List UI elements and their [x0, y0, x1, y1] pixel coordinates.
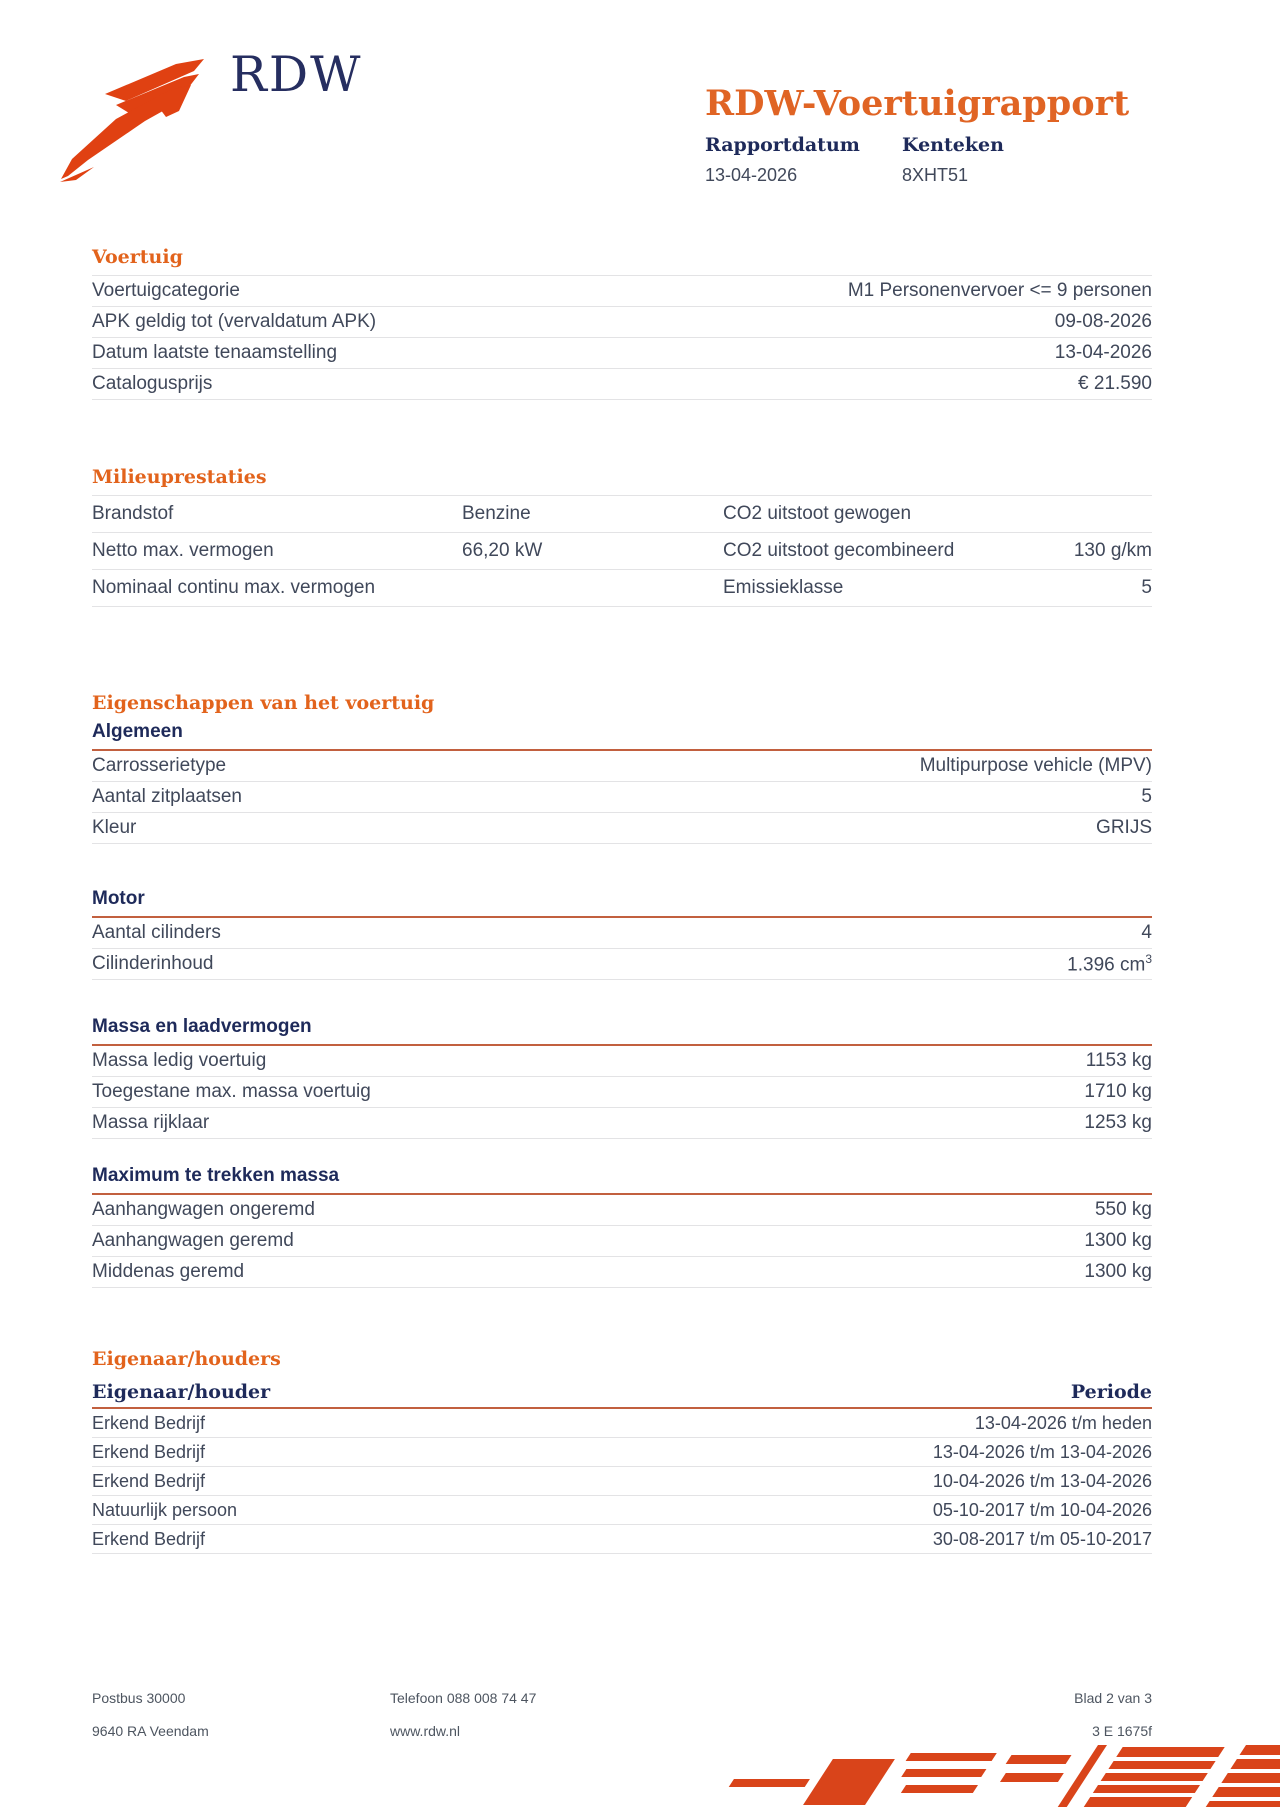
table-row [92, 751, 1152, 782]
table-row [92, 1226, 1152, 1257]
table-row [92, 1077, 1152, 1108]
row-value: 1300 kg [1084, 1230, 1152, 1251]
owner-period: 10-04-2026 t/m 13-04-2026 [932, 1470, 1152, 1491]
section-eigenschappen [92, 692, 1152, 1288]
table-row [92, 307, 1152, 338]
table-row [92, 1496, 1152, 1525]
row-value: 550 kg [1094, 1199, 1152, 1220]
owner-name: Natuurlijk persoon [92, 1499, 238, 1520]
section-eigenaars [92, 1348, 1152, 1554]
row-label: Voertuigcategorie [92, 280, 240, 301]
row-label: Brandstof [92, 503, 174, 524]
row-value: GRIJS [1096, 817, 1152, 838]
row-label: Massa rijklaar [92, 1112, 210, 1133]
row-label: Emissieklasse [723, 577, 844, 598]
table-row [92, 918, 1152, 949]
footer-page-indicator: Blad 2 van 3 [1074, 1690, 1152, 1706]
row-value: M1 Personenvervoer <= 9 personen [847, 280, 1152, 301]
row-value: 1300 kg [1084, 1261, 1152, 1282]
table-row [92, 949, 1152, 980]
row-label: Aanhangwagen ongeremd [92, 1199, 315, 1220]
row-value-superscript: 3 [1145, 951, 1152, 966]
section-title: Eigenschappen van het voertuig [92, 692, 435, 714]
row-value [1067, 952, 1152, 976]
row-value: 1153 kg [1085, 1050, 1152, 1071]
table-row [92, 1467, 1152, 1496]
row-label: CO2 uitstoot gewogen [723, 503, 912, 524]
rdw-logo-icon [58, 58, 230, 189]
row-label: Middenas geremd [92, 1261, 245, 1282]
row-value-text: 1.396 cm [1067, 954, 1146, 976]
owner-name: Erkend Bedrijf [92, 1441, 206, 1462]
row-label: Nominaal continu max. vermogen [92, 577, 376, 598]
table-row [92, 1438, 1152, 1467]
column-header-period: Periode [1070, 1381, 1152, 1403]
report-date-label: Rapportdatum [705, 134, 860, 156]
row-value: 09-08-2026 [1054, 311, 1152, 332]
row-label: Aanhangwagen geremd [92, 1230, 294, 1251]
table-row [92, 496, 1152, 533]
footer-phone: Telefoon 088 008 74 47 [390, 1690, 537, 1706]
column-header-owner: Eigenaar/houder [92, 1381, 271, 1403]
subsection-massa [92, 1016, 1152, 1139]
row-label: Cilinderinhoud [92, 953, 214, 974]
owner-period: 13-04-2026 t/m heden [974, 1412, 1152, 1433]
row-value: 13-04-2026 [1054, 342, 1152, 363]
row-label: Aantal cilinders [92, 922, 221, 943]
subsection-title: Algemeen [92, 721, 183, 742]
footer-form-code: 3 E 1675f [1092, 1723, 1152, 1739]
subsection-title: Maximum te trekken massa [92, 1165, 340, 1186]
milieu-table [92, 495, 1152, 607]
row-value: Benzine [462, 503, 531, 524]
row-value: Multipurpose vehicle (MPV) [919, 755, 1152, 776]
table-row [92, 1525, 1152, 1554]
row-value: 66,20 kW [462, 540, 543, 561]
table-row [92, 782, 1152, 813]
row-label: Carrosserietype [92, 755, 227, 776]
section-voertuig [92, 246, 1152, 400]
table-row [92, 1108, 1152, 1139]
section-title: Voertuig [92, 246, 183, 268]
table-row [92, 369, 1152, 400]
row-value: 5 [1141, 577, 1152, 598]
subsection-algemeen [92, 721, 1152, 844]
owner-name: Erkend Bedrijf [92, 1470, 206, 1491]
table-row [92, 1257, 1152, 1288]
table-row [92, 1195, 1152, 1226]
owner-period: 13-04-2026 t/m 13-04-2026 [932, 1441, 1152, 1462]
subsection-title: Massa en laadvermogen [92, 1016, 312, 1037]
row-value: 4 [1141, 922, 1152, 943]
report-meta [705, 134, 1004, 186]
rdw-pattern-graphic [720, 1745, 1280, 1812]
row-value: 1253 kg [1084, 1112, 1152, 1133]
report-date-value: 13-04-2026 [705, 165, 798, 185]
table-row [92, 570, 1152, 607]
section-milieuprestaties [92, 466, 1152, 607]
row-label: Datum laatste tenaamstelling [92, 342, 338, 363]
row-label: Toegestane max. massa voertuig [92, 1081, 371, 1102]
subsection-trekken-massa [92, 1165, 1152, 1288]
table-row [92, 276, 1152, 307]
table-row [92, 1046, 1152, 1077]
license-plate-value: 8XHT51 [902, 165, 969, 185]
rdw-logo-text: RDW [230, 46, 363, 103]
section-title: Milieuprestaties [92, 466, 267, 488]
footer-row [92, 1723, 1152, 1739]
subsection-motor [92, 888, 1152, 980]
row-label: Massa ledig voertuig [92, 1050, 267, 1071]
row-label: Netto max. vermogen [92, 540, 274, 561]
table-row [92, 338, 1152, 369]
table-row [92, 1409, 1152, 1438]
voertuig-table [92, 275, 1152, 400]
table-row [92, 533, 1152, 570]
owner-period: 30-08-2017 t/m 05-10-2017 [932, 1528, 1152, 1549]
owner-name: Erkend Bedrijf [92, 1412, 206, 1433]
subsection-title: Motor [92, 888, 145, 909]
row-value: € 21.590 [1078, 373, 1152, 394]
footer-row [92, 1690, 1152, 1706]
row-value: 130 g/km [1073, 540, 1152, 561]
row-label: Kleur [92, 817, 137, 838]
owner-period: 05-10-2017 t/m 10-04-2026 [932, 1499, 1152, 1520]
row-label: Aantal zitplaatsen [92, 786, 242, 807]
footer-website: www.rdw.nl [390, 1723, 461, 1739]
row-label: Catalogusprijs [92, 373, 213, 394]
page-title: RDW-Voertuigrapport [705, 83, 1130, 125]
owner-name: Erkend Bedrijf [92, 1528, 206, 1549]
footer-postbox: Postbus 30000 [92, 1690, 186, 1706]
row-value: 5 [1141, 786, 1152, 807]
footer-city: 9640 RA Veendam [92, 1723, 209, 1739]
section-title: Eigenaar/houders [92, 1348, 281, 1370]
owners-table-header [92, 1377, 1152, 1407]
license-plate-label: Kenteken [902, 134, 1004, 156]
row-value: 1710 kg [1084, 1081, 1152, 1102]
row-label: APK geldig tot (vervaldatum APK) [92, 311, 377, 332]
table-row [92, 813, 1152, 844]
row-label: CO2 uitstoot gecombineerd [723, 540, 955, 561]
